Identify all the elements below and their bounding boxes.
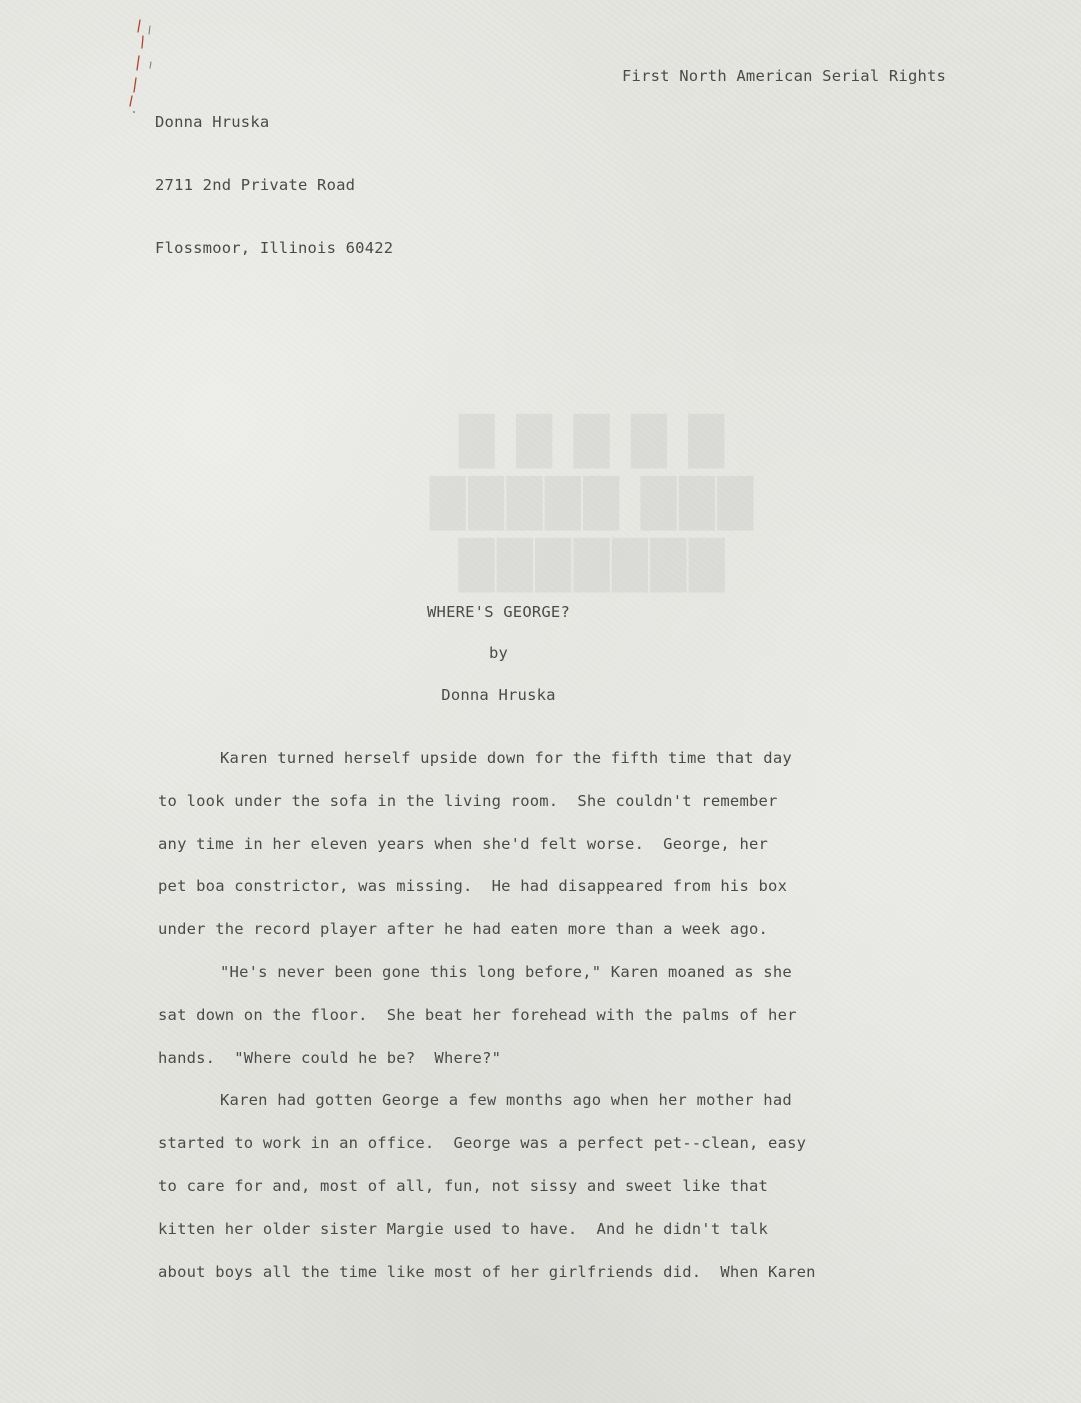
body-line: started to work in an office. George was a perfect pet--clean, easy	[158, 1134, 807, 1153]
body-line: kitten her older sister Margie used to have. And he didn't talk	[158, 1219, 769, 1238]
body-line: sat down on the floor. She beat her forehead with the palms of her	[158, 1005, 797, 1024]
story-body	[158, 748, 918, 1304]
rights-notice: First North American Serial Rights	[622, 67, 947, 85]
body-line: pet boa constrictor, was missing. He had disappeared from his box	[158, 877, 788, 896]
body-line: about boys all the time like most of her girlfriends did. When Karen	[158, 1262, 816, 1281]
sender-street: 2711 2nd Private Road	[155, 176, 356, 194]
body-line: Karen turned herself upside down for the fifth time that day	[220, 749, 792, 767]
sender-name: Donna Hruska	[155, 113, 270, 131]
story-author: Donna Hruska	[441, 686, 556, 704]
body-line: hands. "Where could he be? Where?"	[158, 1048, 502, 1067]
body-line: any time in her eleven years when she'd felt worse. George, her	[158, 834, 769, 853]
story-byline: by	[488, 644, 509, 662]
body-line: to look under the sofa in the living room. She couldn't remember	[158, 791, 778, 810]
body-line: "He's never been gone this long before," Karen moaned as she	[220, 962, 792, 981]
story-title: WHERE'S GEORGE?	[427, 603, 570, 621]
body-line: under the record player after he had eaten more than a week ago.	[158, 920, 769, 939]
body-line: to care for and, most of all, fun, not sissy and sweet like that	[158, 1176, 769, 1195]
sender-address	[155, 70, 393, 301]
show-through-stamp: █ █ █ █ █ ███ █████ ███████	[426, 414, 754, 592]
sender-city: Flossmoor, Illinois 60422	[155, 239, 394, 257]
body-line: Karen had gotten George a few months ago when her mother had	[220, 1091, 792, 1110]
